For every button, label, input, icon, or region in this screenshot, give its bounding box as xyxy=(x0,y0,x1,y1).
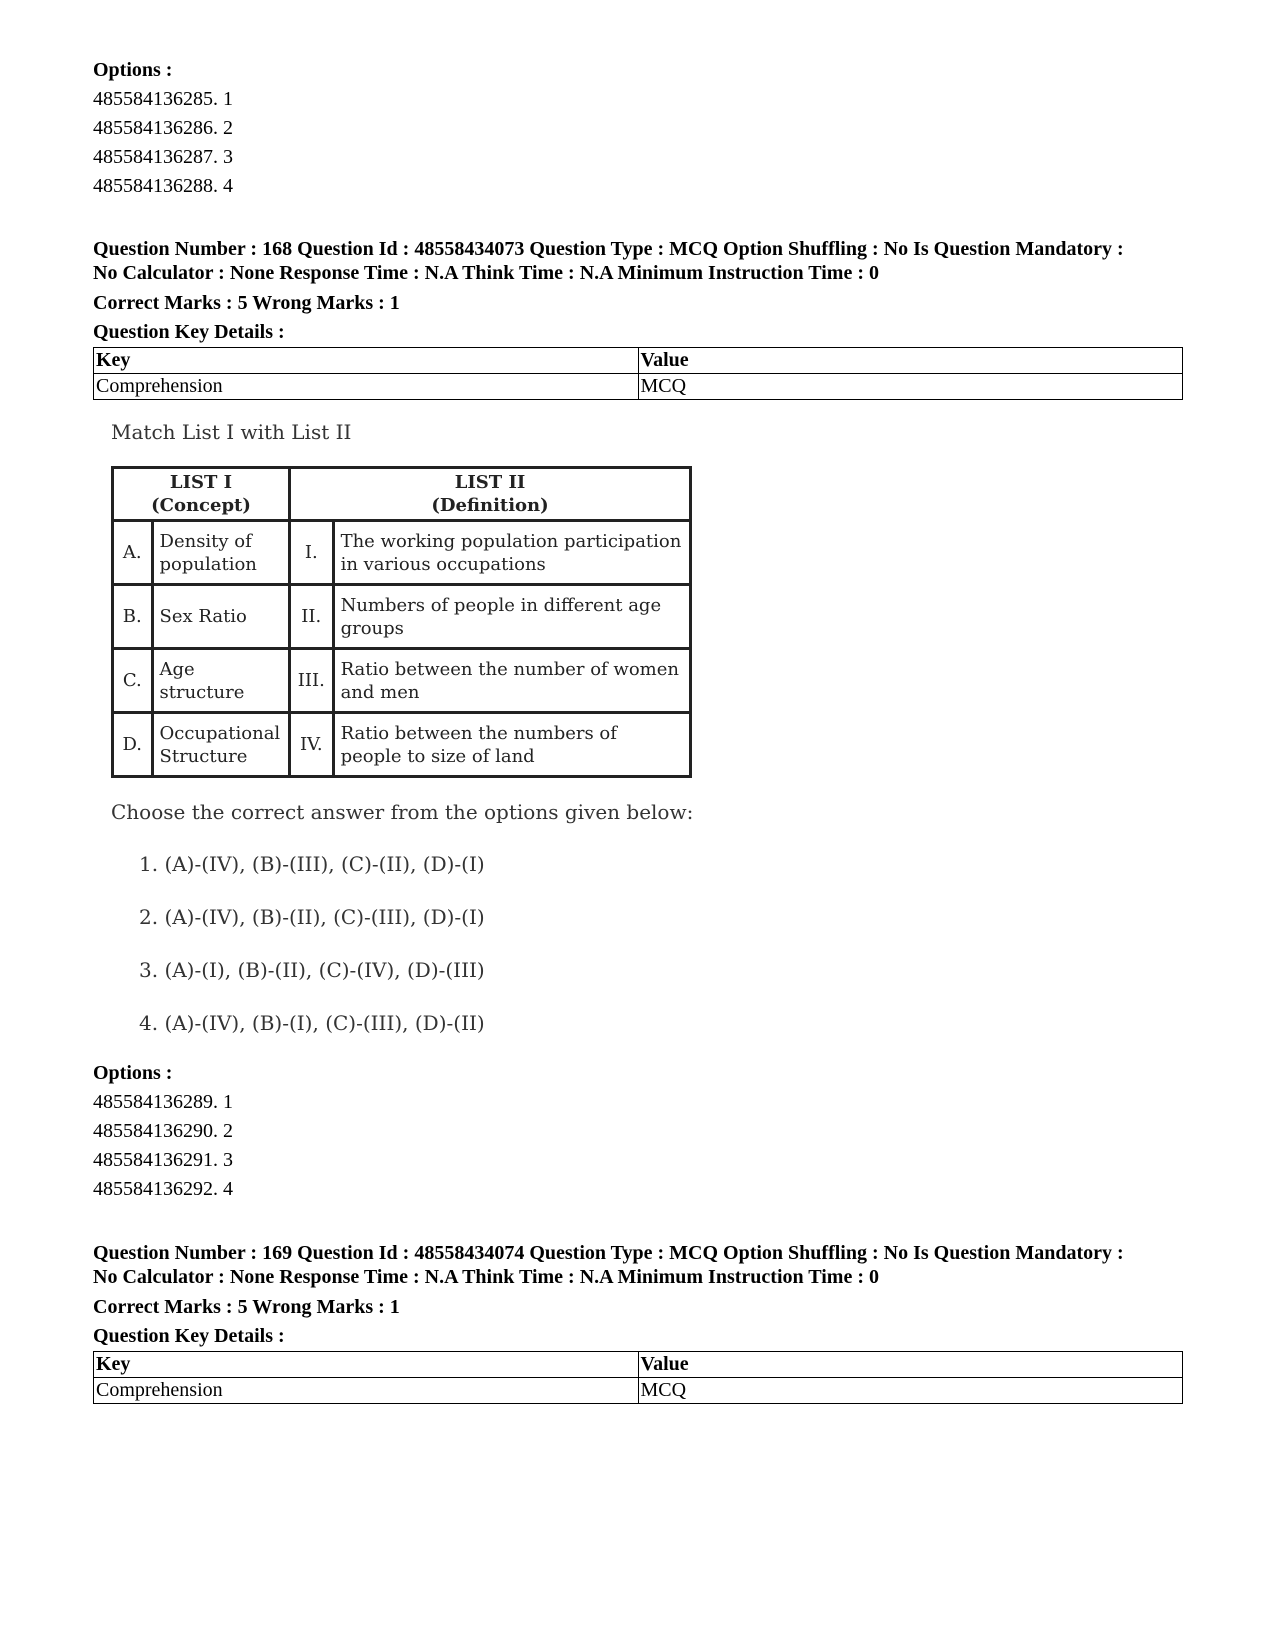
key-header: Key xyxy=(94,1352,639,1378)
list1-header xyxy=(113,468,290,521)
list2-definition: Ratio between the numbers of people to size of land xyxy=(333,713,690,777)
option-item: 485584136291. 3 xyxy=(93,1149,233,1171)
list2-title: LIST II xyxy=(454,472,526,493)
choice-item: 3. (A)-(I), (B)-(II), (C)-(IV), (D)-(III) xyxy=(139,958,485,982)
key-details-label: Question Key Details : xyxy=(93,1325,285,1347)
list1-concept: Density of population xyxy=(152,521,289,585)
document-page xyxy=(93,0,1183,1404)
question-header-line-2: No Calculator : None Response Time : N.A Think Time : N.A Minimum Instruction Time : 0 xyxy=(93,262,879,284)
key-table xyxy=(93,347,1183,400)
option-item: 485584136286. 2 xyxy=(93,117,233,139)
match-row xyxy=(113,713,691,777)
list2-header xyxy=(290,468,691,521)
options-heading: Options : xyxy=(93,59,173,81)
question-header-line-1: Question Number : 168 Question Id : 48558434073 Question Type : MCQ Option Shuffling : No Is Question Mandatory : xyxy=(93,238,1124,260)
list1-letter: B. xyxy=(113,585,153,649)
value-header: Value xyxy=(638,1352,1183,1378)
option-item: 485584136288. 4 xyxy=(93,175,233,197)
key-details-label: Question Key Details : xyxy=(93,321,285,343)
question-content xyxy=(111,418,711,1037)
question-header-line-1: Question Number : 169 Question Id : 48558434074 Question Type : MCQ Option Shuffling : No Is Question Mandatory : xyxy=(93,1242,1124,1264)
marks-line: Correct Marks : 5 Wrong Marks : 1 xyxy=(93,1296,400,1318)
list1-letter: C. xyxy=(113,649,153,713)
choice-item: 4. (A)-(IV), (B)-(I), (C)-(III), (D)-(II) xyxy=(139,1011,485,1035)
list1-subtitle: (Concept) xyxy=(151,495,251,516)
key-header: Key xyxy=(94,348,639,374)
list1-concept: Age structure xyxy=(152,649,289,713)
list2-numeral: II. xyxy=(290,585,334,649)
value-cell: MCQ xyxy=(638,1378,1183,1404)
list1-title: LIST I xyxy=(169,472,233,493)
choice-item: 1. (A)-(IV), (B)-(III), (C)-(II), (D)-(I) xyxy=(139,852,485,876)
choice-list xyxy=(111,850,711,1037)
list1-letter: D. xyxy=(113,713,153,777)
match-table xyxy=(111,466,692,778)
option-item: 485584136289. 1 xyxy=(93,1091,233,1113)
option-item: 485584136290. 2 xyxy=(93,1120,233,1142)
value-cell: MCQ xyxy=(638,374,1183,400)
question-intro: Match List I with List II xyxy=(111,420,352,444)
choice-item: 2. (A)-(IV), (B)-(II), (C)-(III), (D)-(I) xyxy=(139,905,485,929)
choose-instruction: Choose the correct answer from the options given below: xyxy=(111,800,694,824)
key-table xyxy=(93,1351,1183,1404)
option-item: 485584136292. 4 xyxy=(93,1178,233,1200)
match-row xyxy=(113,649,691,713)
question-header-line-2: No Calculator : None Response Time : N.A Think Time : N.A Minimum Instruction Time : 0 xyxy=(93,1266,879,1288)
option-item: 485584136287. 3 xyxy=(93,146,233,168)
list1-letter: A. xyxy=(113,521,153,585)
value-header: Value xyxy=(638,348,1183,374)
list2-subtitle: (Definition) xyxy=(431,495,549,516)
options-block xyxy=(93,1059,1183,1204)
match-row xyxy=(113,585,691,649)
question-169 xyxy=(93,1241,1183,1404)
list2-definition: Numbers of people in different age groups xyxy=(333,585,690,649)
key-cell: Comprehension xyxy=(94,374,639,400)
list2-numeral: III. xyxy=(290,649,334,713)
list1-concept: Occupational Structure xyxy=(152,713,289,777)
list2-definition: Ratio between the number of women and men xyxy=(333,649,690,713)
marks-line: Correct Marks : 5 Wrong Marks : 1 xyxy=(93,292,400,314)
prev-options-block xyxy=(93,56,1183,201)
question-168 xyxy=(93,237,1183,1204)
options-heading: Options : xyxy=(93,1062,173,1084)
list1-concept: Sex Ratio xyxy=(152,585,289,649)
key-cell: Comprehension xyxy=(94,1378,639,1404)
option-item: 485584136285. 1 xyxy=(93,88,233,110)
match-row xyxy=(113,521,691,585)
list2-numeral: IV. xyxy=(290,713,334,777)
list2-definition: The working population participation in various occupations xyxy=(333,521,690,585)
list2-numeral: I. xyxy=(290,521,334,585)
